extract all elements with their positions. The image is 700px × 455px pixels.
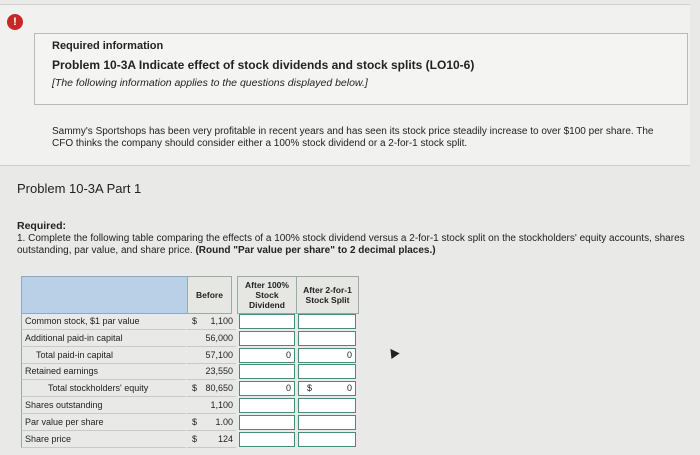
col-header-split: After 2-for-1 Stock Split — [296, 276, 359, 314]
split-input[interactable] — [298, 348, 356, 363]
table-row — [21, 380, 357, 397]
table-header-blank — [21, 276, 188, 314]
row-label: Par value per share — [21, 414, 186, 431]
row-label: Retained earnings — [21, 363, 186, 380]
before-value: 124 — [187, 431, 236, 448]
dividend-input[interactable]: 0 — [239, 381, 295, 396]
table-row — [21, 313, 357, 330]
required-label: Required: — [17, 220, 67, 232]
before-value: 1,100 — [187, 313, 236, 330]
dollar-sign: $ — [192, 433, 198, 444]
table-row — [21, 363, 357, 380]
dollar-sign: $ — [192, 383, 198, 394]
required-info-box — [34, 33, 688, 105]
scenario-text: Sammy's Sportshops has been very profitable in recent years and has seen its stock price steadily increase to over $100 per share. The CFO thinks the company should consider either a 100% stock dividend or a 2-for-1 stock split. — [52, 126, 654, 149]
row-label: Total stockholders' equity — [21, 380, 186, 397]
alert-icon: ! — [7, 14, 23, 30]
row-label: Share price — [21, 431, 186, 448]
row-label: Common stock, $1 par value — [21, 313, 186, 330]
dividend-input[interactable]: 0 — [239, 348, 295, 363]
before-value: 1,100 — [187, 397, 236, 414]
table-row — [21, 330, 357, 347]
before-value: 23,550 — [187, 363, 236, 380]
instruction — [17, 233, 689, 257]
dividend-input[interactable] — [239, 432, 295, 447]
table-row — [21, 397, 357, 414]
table-row — [21, 414, 357, 431]
table-row — [21, 347, 357, 364]
required-info-heading: Required information — [52, 40, 164, 52]
split-input[interactable] — [298, 331, 356, 346]
part-heading: Problem 10-3A Part 1 — [17, 181, 142, 196]
instruction-main: 1. Complete the following table comparing the effects of a 100% stock dividend versus a 2-for-1 stock split on the stockholders' equity accounts, shares outstanding, par value, and share price. — [17, 233, 685, 256]
table-row — [21, 431, 357, 448]
dividend-input[interactable] — [239, 415, 295, 430]
col-header-dividend: After 100% Stock Dividend — [237, 276, 297, 314]
row-label: Additional paid-in capital — [21, 330, 186, 347]
mouse-cursor-icon — [386, 346, 399, 359]
row-label: Total paid-in capital — [21, 347, 186, 364]
split-input[interactable] — [298, 415, 356, 430]
problem-title: Problem 10-3A Indicate effect of stock dividends and stock splits (LO10-6) — [52, 58, 475, 72]
before-value: 80,650 — [187, 380, 236, 397]
instruction-rounding: (Round "Par value per share" to 2 decimal places.) — [195, 245, 436, 256]
split-value: 0 — [346, 349, 352, 360]
dollar-sign: $ — [192, 416, 198, 427]
dividend-input[interactable] — [239, 331, 295, 346]
dividend-input[interactable] — [239, 314, 295, 329]
split-input[interactable] — [298, 381, 356, 396]
dividend-input[interactable] — [239, 364, 295, 379]
split-value: 0 — [346, 383, 352, 394]
before-value: 1.00 — [187, 414, 236, 431]
split-input[interactable] — [298, 314, 356, 329]
before-value: 56,000 — [187, 330, 236, 347]
row-label: Shares outstanding — [21, 397, 186, 414]
split-input[interactable] — [298, 398, 356, 413]
split-dollar: $ — [307, 383, 313, 394]
split-input[interactable] — [298, 432, 356, 447]
split-input[interactable] — [298, 364, 356, 379]
dollar-sign: $ — [192, 316, 198, 326]
before-value: 57,100 — [187, 347, 236, 364]
applies-note: [The following information applies to the questions displayed below.] — [52, 77, 368, 89]
dividend-input[interactable] — [239, 398, 295, 413]
col-header-before: Before — [187, 276, 232, 314]
